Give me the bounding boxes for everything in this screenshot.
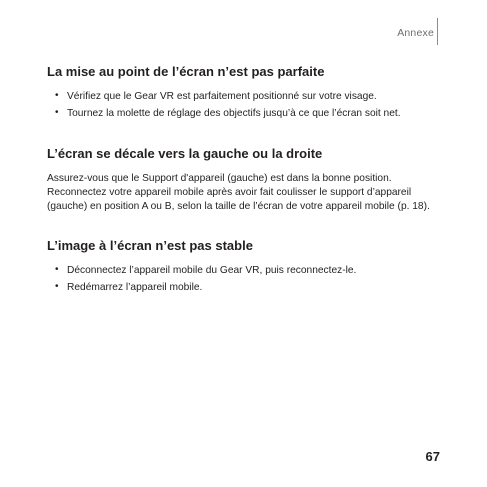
section-label: Annexe xyxy=(397,27,434,39)
bullet-list xyxy=(47,90,439,121)
list-item xyxy=(47,107,439,121)
page-content xyxy=(47,63,439,298)
bullet-icon: • xyxy=(55,107,59,118)
list-item-text: Redémarrez l’appareil mobile. xyxy=(67,282,203,293)
list-item xyxy=(47,264,439,278)
bullet-icon: • xyxy=(55,90,59,101)
list-item-text: Vérifiez que le Gear VR est parfaitement positionné sur votre visage. xyxy=(67,91,377,102)
list-item xyxy=(47,90,439,104)
bullet-icon: • xyxy=(55,264,59,275)
section-paragraph: Assurez-vous que le Support d'appareil (gauche) est dans la bonne position. Reconnectez votre appareil mobile après avoir fait coulisser le support d’appareil (gauche) en position A ou B, selon la taille de l’écran de votre appareil mobile (p. 18). xyxy=(47,173,430,212)
section-heading: L’écran se décale vers la gauche ou la droite xyxy=(47,146,323,161)
section-heading: La mise au point de l’écran n’est pas parfaite xyxy=(47,64,325,79)
section-unstable-image xyxy=(47,237,439,295)
list-item-text: Tournez la molette de réglage des objectifs jusqu’à ce que l’écran soit net. xyxy=(67,108,401,119)
section-focus-issue xyxy=(47,63,439,121)
page-number: 67 xyxy=(425,449,440,464)
header-divider xyxy=(437,18,438,45)
list-item xyxy=(47,281,439,295)
section-heading: L’image à l’écran n’est pas stable xyxy=(47,238,253,253)
bullet-list xyxy=(47,264,439,295)
section-screen-shift xyxy=(47,145,439,214)
list-item-text: Déconnectez l’appareil mobile du Gear VR, puis reconnectez-le. xyxy=(67,265,357,276)
bullet-icon: • xyxy=(55,281,59,292)
